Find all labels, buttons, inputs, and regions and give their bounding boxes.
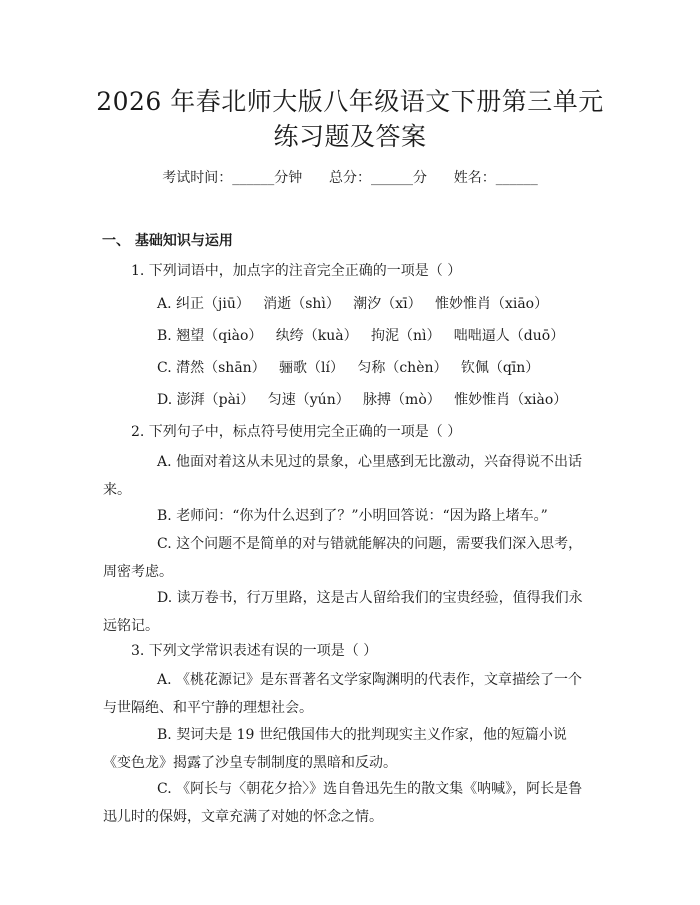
question-3-stem: 3. 下列文学常识表述有误的一项是（ ）	[131, 643, 378, 659]
exam-info-line: 考试时间：______分钟 总分：______分 姓名：______	[162, 170, 538, 186]
question-2-stem: 2. 下列句子中，标点符号使用完全正确的一项是（ ）	[131, 424, 462, 440]
section-heading: 一、 基础知识与运用	[102, 233, 233, 249]
question-2-option-c: C. 这个问题不是简单的对与错就能解决的问题，需要我们深入思考，周密考虑。	[103, 536, 583, 580]
question-1-option-d: D. 澎湃（pài） 匀速（yún） 脉搏（mò） 惟妙惟肖（xiào）	[157, 392, 568, 408]
question-2-option-d: D. 读万卷书，行万里路，这是古人留给我们的宝贵经验，值得我们永远铭记。	[103, 590, 583, 634]
document-title-line-1: 2026 年春北师大版八年级语文下册第三单元	[96, 87, 604, 116]
question-3-option-b: B. 契诃夫是 19 世纪俄国伟大的批判现实主义作家，他的短篇小说《变色龙》揭露了沙皇专制制度的黑暗和反动。	[103, 727, 567, 771]
question-1-option-b: B. 翘望（qiào） 纨绔（kuà） 拘泥（nì） 咄咄逼人（duō）	[157, 328, 565, 344]
question-3-option-a: A. 《桃花源记》是东晋著名文学家陶渊明的代表作，文章描绘了一个与世隔绝、和平宁静的理想社会。	[103, 672, 583, 716]
question-2-option-b: B. 老师问：“你为什么迟到了？”小明回答说：“因为路上堵车。”	[157, 508, 548, 524]
question-1-option-c: C. 潸然（shān） 骊歌（lí） 匀称（chèn） 钦佩（qīn）	[157, 360, 540, 376]
question-1-stem: 1. 下列词语中，加点字的注音完全正确的一项是（ ）	[131, 263, 462, 279]
question-3-option-c: C. 《阿长与〈朝花夕拾〉》选自鲁迅先生的散文集《呐喊》，阿长是鲁迅儿时的保姆，文章充满了对她的怀念之情。	[103, 781, 583, 825]
question-1-option-a: A. 纠正（jiū） 消逝（shì） 潮汐（xī） 惟妙惟肖（xiāo）	[157, 296, 549, 312]
document-title-line-2: 练习题及答案	[273, 122, 427, 151]
question-2-option-a: A. 他面对着这从未见过的景象，心里感到无比激动，兴奋得说不出话来。	[103, 454, 583, 498]
